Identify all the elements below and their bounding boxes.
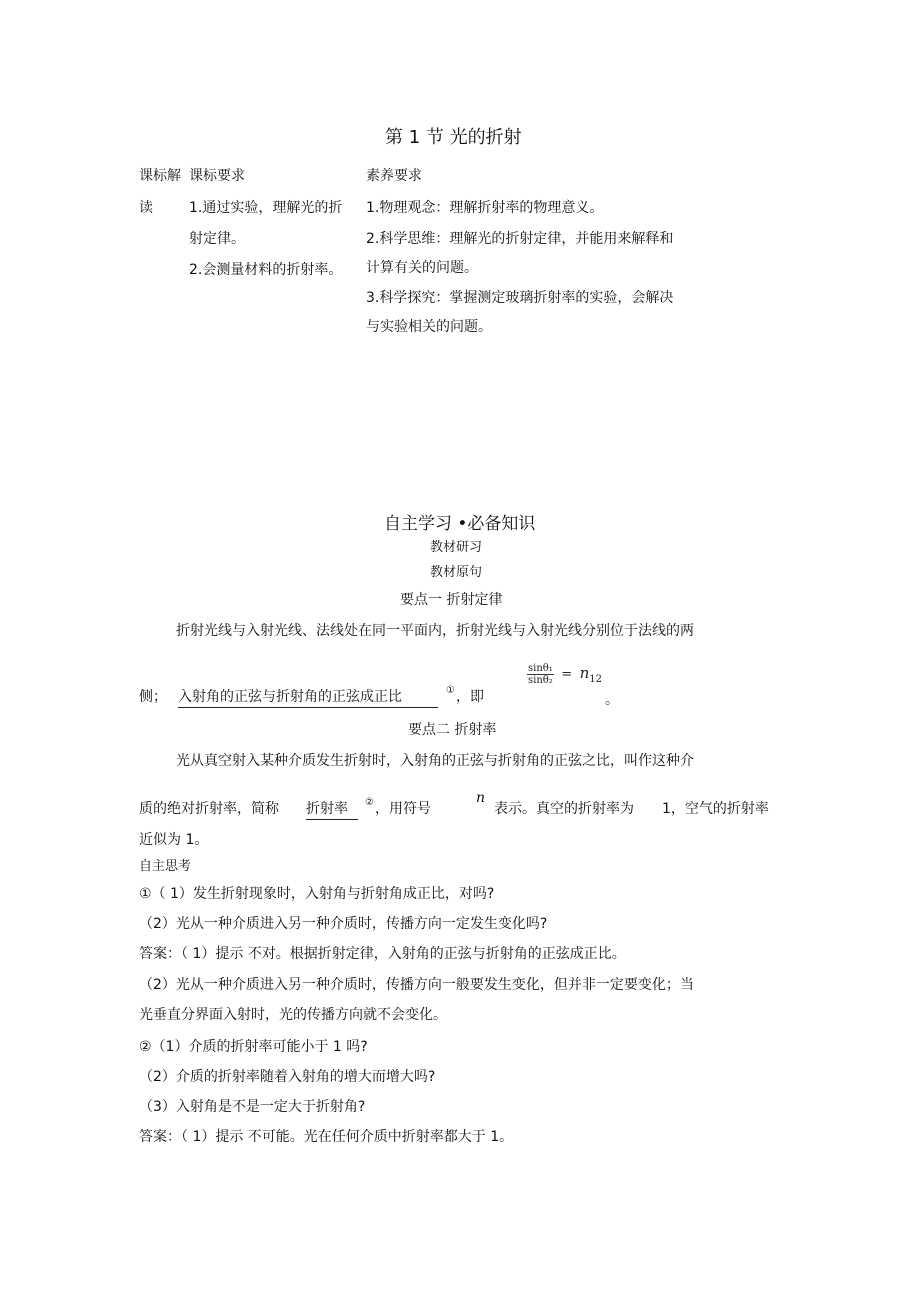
point2-line1: 光从真空射入某种介质发生折射时，入射角的正弦与折射角的正弦之比，叫作这种介 <box>176 753 694 769</box>
point2-fill-blank <box>306 801 358 820</box>
point1-blank-text: 入射角的正弦与折射角的正弦成正比 <box>178 689 402 705</box>
literacy-3-line1: 3.科学探究：掌握测定玻璃折射率的实验，会解决 <box>366 290 674 306</box>
point1-line1: 折射光线与入射光线、法线处在同一平面内，折射光线与入射光线分别位于法线的两 <box>176 623 694 639</box>
subheading-textbook-text: 教材原句 <box>430 565 483 580</box>
point2-footnote-mark: ② <box>365 797 374 808</box>
literacy-2-line1: 2.科学思维：理解光的折射定律，并能用来解释和 <box>366 231 674 247</box>
self-thinking-label: 自主思考 <box>139 859 192 874</box>
point2-line2-b: ，用符号 <box>375 801 431 817</box>
requirement-1-line2: 射定律。 <box>189 231 245 247</box>
point1-title: 要点一 折射定律 <box>400 592 503 608</box>
point2-line2-c: 表示。真空的折射率为 <box>494 801 634 817</box>
answer-1a: 答案：（ 1）提示 不对。根据折射定律，入射角的正弦与折射角的正弦成正比。 <box>139 946 626 962</box>
answer-1b-line1: （2）光从一种介质进入另一种介质时，传播方向一般要发生变化，但并非一定要变化；当 <box>139 977 694 993</box>
point2-title: 要点二 折射率 <box>408 722 497 738</box>
header-curriculum-requirements: 课标要求 <box>189 168 245 184</box>
formula-numerator: sinθ₁ <box>528 663 553 674</box>
question-2c: （3）入射角是不是一定大于折射角? <box>139 1099 366 1115</box>
page-title: 第 1 节 光的折射 <box>385 127 522 148</box>
point1-fill-blank <box>178 689 438 708</box>
requirement-2: 2.会测量材料的折射率。 <box>189 262 343 278</box>
refractive-index-symbol: n <box>476 790 486 806</box>
point2-blank-text: 折射率 <box>306 801 348 817</box>
header-literacy-requirements: 素养要求 <box>366 168 422 184</box>
answer-2a: 答案：（ 1）提示 不可能。光在任何介质中折射率都大于 1。 <box>139 1129 514 1145</box>
formula-subscript: 12 <box>589 674 603 685</box>
literacy-1: 1.物理观念：理解折射率的物理意义。 <box>366 200 604 216</box>
point1-end: 。 <box>605 692 619 708</box>
question-1b: （2）光从一种介质进入另一种介质时，传播方向一定发生变化吗? <box>139 916 548 932</box>
point2-line2-a: 质的绝对折射率，简称 <box>139 801 279 817</box>
point1-prefix: 侧； <box>139 689 167 705</box>
section-title: 自主学习 •必备知识 <box>384 514 536 534</box>
point1-after: ，即 <box>456 689 484 705</box>
literacy-2-line2: 计算有关的问题。 <box>366 260 478 276</box>
answer-1b-line2: 光垂直分界面入射时，光的传播方向就不会变化。 <box>139 1007 447 1023</box>
point1-footnote-mark: ① <box>446 685 455 696</box>
question-2b: （2）介质的折射率随着入射角的增大而增大吗? <box>139 1069 436 1085</box>
formula-denominator: sinθ₂ <box>528 675 553 686</box>
header-curriculum-interpretation-cont: 读 <box>139 200 153 216</box>
header-curriculum-interpretation: 课标解 <box>139 168 181 184</box>
point2-line2-d: 1，空气的折射率 <box>662 801 769 817</box>
formula-equals: = <box>561 667 573 682</box>
subheading-textbook-study: 教材研习 <box>430 540 483 555</box>
question-1a: ①（ 1）发生折射现象时，入射角与折射角成正比，对吗? <box>139 886 495 902</box>
formula-n: n <box>579 664 590 682</box>
refraction-formula <box>527 663 602 686</box>
point2-line3: 近似为 1。 <box>139 832 209 848</box>
question-2a: ②（1）介质的折射率可能小于 1 吗? <box>139 1039 368 1055</box>
literacy-3-line2: 与实验相关的问题。 <box>366 319 492 335</box>
requirement-1-line1: 1.通过实验，理解光的折 <box>189 200 343 216</box>
